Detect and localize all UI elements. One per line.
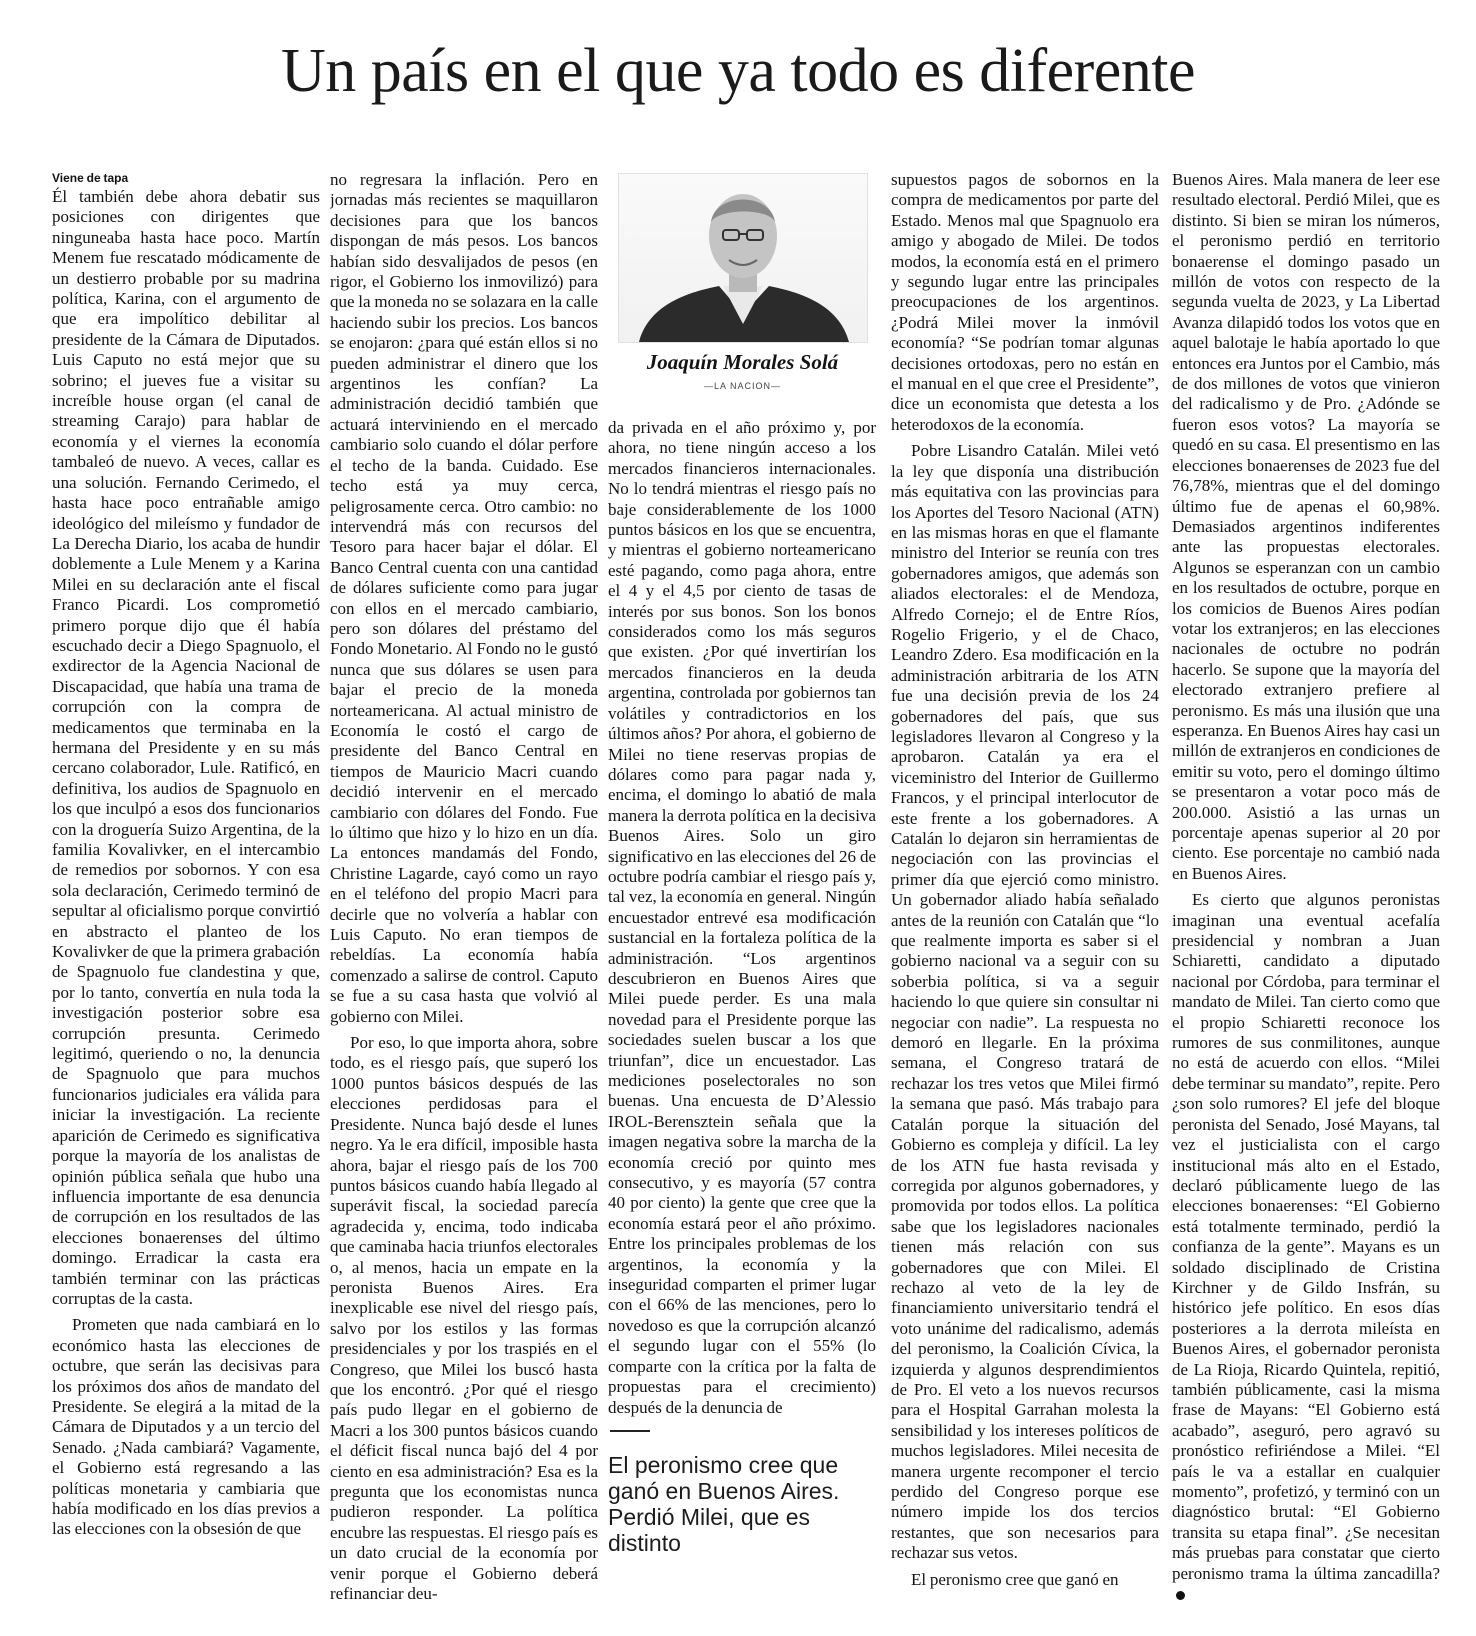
paragraph: El peronismo cree que ganó en: [911, 1569, 1119, 1589]
article-column-4: [891, 170, 1159, 1620]
end-mark-icon: [1176, 1591, 1185, 1600]
paragraph: no regresara la inflación. Pero en jornadas más recientes se maquillaron decisiones para que los bancos dispongan de más pesos. Los bancos habían sido desvalijados de pesos (en rigor, el Gobierno los inmovilizó) para que la moneda no se solazara en la calle haciendo subir los precios. Los bancos se enojaron: ¿para qué están ellos si no pueden administrar el dinero que los argentinos les confían? La administración decidió también que actuará interviniendo en el mercado cambiario solo cuando el dólar perfore el techo de la banda. Cuidado. Ese techo está ya muy cerca, peligrosamente cerca. Otro cambio: no intervendrá más con recursos del Tesoro para hacer bajar el dólar. El Banco Central cuenta con una cantidad de dólares suficiente como para jugar con ellos en el mercado cambiario, pero son dólares del préstamo del Fondo Monetario. Al Fondo no le gustó nunca que sus dólares se usen para bajar el precio de la moneda norteamericana. Al actual ministro de Economía le costó el cargo de presidente del Banco Central en tiempos de Mauricio Macri cuando decidió intervenir en el mercado cambiario con dólares del Fondo. Fue lo último que hizo y lo hizo en un día. La entonces mandamás del Fondo, Christine Lagarde, cayó como un rayo en el teléfono del propio Macri para decirle que no volvería a hablar con Luis Caputo. No eran tiempos de rebeldías. La economía había comenzado a salirse de control. Caputo se fue a su casa hasta que volvió al gobierno con Milei.: [330, 170, 598, 1026]
article-column-3: [608, 418, 876, 1418]
pull-quote-rule: [610, 1430, 650, 1432]
article-column-2: [330, 170, 598, 1620]
pull-quote: El peronismo cree que ganó en Buenos Aires. Perdió Milei, que es distinto: [608, 1452, 840, 1556]
paragraph: Buenos Aires. Mala manera de leer ese resultado electoral. Perdió Milei, que es distinto. Si bien se miran los números, el peronismo perdió en territorio bonaerense el domingo pasado un millón de votos con respecto de la segunda vuelta de 2023, y La Libertad Avanza dilapidó todos los votos que en aquel balotaje le había aportado lo que entonces era Juntos por el Cambio, más de dos millones de votos que vinieron del radicalismo y de Pro. ¿Adónde se fueron esos votos? La mayoría se quedó en su casa. El presentismo en las elecciones bonaerenses de 2023 fue del 76,78%, mientras que el del domingo último fue de apenas el 60,98%. Demasiados argentinos indiferentes ante las propuestas electorales. Algunos se esperanzan con un cambio en los resultados de octubre, porque en los comicios de Buenos Aires podían votar los extranjeros; en las elecciones nacionales de octubre no podrán hacerlo. Se supone que la mayoría del electorado extranjero prefiere al peronismo. Es más una ilusión que una esperanza. En Buenos Aires hay casi un millón de extranjeros en condiciones de emitir su voto, pero el domingo último se presentaron a votar poco más de 200.000. Asistió a las urnas un porcentaje apenas superior al 20 por ciento. Ese porcentaje no cambió nada en Buenos Aires.: [1172, 170, 1440, 883]
author-byline: Joaquín Morales Solá: [646, 350, 839, 374]
publication-credit: —LA NACION—: [703, 381, 781, 391]
paragraph: Pobre Lisandro Catalán. Milei vetó la ley que disponía una distribución más equitativa con las provincias para los Aportes del Tesoro Nacional (ATN) en las mismas horas en que el flamante ministro del Interior se reunía con tres gobernadores amigos, que además son aliados electorales: el de Mendoza, Alfredo Cornejo; el de Entre Ríos, Rogelio Frigerio, y el de Chaco, Leandro Zdero. Esa modificación en la administración arbitraria de los ATN fue una decisión previa de los 24 gobernadores del país, que sus legisladores llevaron al Congreso y la aprobaron. Catalán ya era el viceministro del Interior de Guillermo Francos, y el principal interlocutor de este frente a los gobernadores. A Catalán lo dejaron sin herramientas de negociación con las provincias el primer día que ejerció como ministro. Un gobernador aliado había señalado antes de la reunión con Catalán que “lo que realmente importa es saber si el gobierno nacional va a seguir con su soberbia política, si va a seguir haciendo lo que quiere sin consultar ni negociar con nadie”. La respuesta no demoró en llegarle. En la próxima semana, el Congreso tratará de rechazar los tres vetos que Milei firmó la semana que pasó. Más trabajo para Catalán porque la situación del Gobierno es compleja y difícil. La ley de los ATN fue hasta revisada y corregida por algunos gobernadores, y promovida por todos ellos. La política sabe que los legisladores nacionales tienen más relación con sus gobernadores que con Milei. El rechazo al veto de la ley de financiamiento universitario tendrá el voto unánime del radicalismo, además del peronismo, la Coalición Cívica, la izquierda y algunos desprendimientos de Pro. El veto a los nuevos recursos para el Hospital Garrahan molesta la sensibilidad y los intereses políticos de muchos legisladores. Milei necesita de manera urgente recomponer el tercio perdido del Congreso porque ese número impide los dos tercios restantes, que son necesarios para rechazar sus vetos.: [891, 441, 1159, 1563]
author-portrait-icon: [619, 174, 867, 342]
paragraph: Por eso, lo que importa ahora, sobre todo, es el riesgo país, que superó los 1000 puntos básicos después de las elecciones perdidosas para el Presidente. Nunca bajó desde el lunes negro. Ya le era difícil, imposible hasta ahora, bajar el riesgo país de los 700 puntos básicos cuando había llegado al superávit fiscal, la sociedad parecía agradecida y, encima, todo indicaba que caminaba hacia triunfos electorales o, al menos, hacia un empate en la peronista Buenos Aires. Era inexplicable ese nivel del riesgo país, salvo por los estilos y las formas presidenciales y por los traspiés en el Congreso, que Milei los buscó hasta que los encontró. ¿Por qué el riesgo país pudo llegar en el gobierno de Macri a los 300 puntos básicos cuando el déficit fiscal nunca bajó del 4 por ciento en esa administración? Esa es la pregunta que los economistas nunca pudieron responder. La política encubre las respuestas. El riesgo país es un dato crucial de la economía por venir porque el Gobierno deberá refinanciar deu-: [330, 1033, 598, 1604]
kicker: Viene de tapa: [52, 171, 129, 185]
paragraph: Prometen que nada cambiará en lo económico hasta las elecciones de octubre, que serán las decisivas para los próximos dos años de mandato del Presidente. Se elegirá a la mitad de la Cámara de Diputados y a un tercio del Senado. ¿Nada cambiará? Vagamente, el Gobierno está regresando a las políticas monetaria y cambiaria que había modificado en los días previos a las elecciones con la obsesión de que: [52, 1315, 320, 1539]
paragraph: Él también debe ahora debatir sus posiciones con dirigentes que ninguneaba hasta hace poco. Martín Menem fue rescatado módicamente de un destierro probable por su madrina política, Karina, con el argumento de que era impolítico debilitar al presidente de la Cámara de Diputados. Luis Caputo no está mejor que su sobrino; el jueves fue a visitar su increíble house organ (el canal de streaming Carajo) para hablar de economía y el viernes la economía tambaleó de nuevo. A veces, callar es una solución. Fernando Cerimedo, el hasta hace poco entrañable amigo ideológico del mileísmo y fundador de La Derecha Diario, los acaba de hundir doblemente a Lule Menem y a Karina Milei en su declaración ante el fiscal Franco Picardi. Los comprometió primero porque dijo que él había escuchado decir a Diego Spagnuolo, el exdirector de la Agencia Nacional de Discapacidad, que había una trama de corrupción con la compra de medicamentos que terminaba en la hermana del Presidente y en su más cercano colaborador, Lule. Ratificó, en definitiva, los audios de Spagnuolo en los que inculpó a esos dos funcionarios con la droguería Suizo Argentina, de la familia Kovalivker, en el intercambio de remedios por sobornos. Y con esa sola declaración, Cerimedo terminó de sepultar al oficialismo porque convirtió en abstracto el planteo de los Kovalivker de que la primera grabación de Spagnuolo fue clandestina y que, por lo tanto, convertía en nula toda la investigación posterior sobre esa corrupción presunta. Cerimedo legitimó, queriendo o no, la denuncia de Spagnuolo que para muchos funcionarios judiciales era válida para iniciar la investigación. La reciente aparición de Cerimedo es significativa porque la mayoría de los analistas de opinión pública señala que hubo una influencia importante de esa denuncia de corrupción en los resultados de las elecciones bonaerenses del último domingo. Erradicar la casta era también terminar con las prácticas corruptas de la casta.: [52, 187, 320, 1308]
article-column-1: [52, 170, 320, 1620]
paragraph: supuestos pagos de sobornos en la compra de medicamentos por parte del Estado. Menos mal que Spagnuolo era amigo y abogado de Milei. De todos modos, la economía está en el primero y segundo lugar entre las principales preocupaciones de los argentinos. ¿Podrá Milei mover la inmóvil economía? “Se podrían tomar algunas decisiones ortodoxas, pero no están en el manual en el que cree el Presidente”, dice un economista que detesta a los heterodoxos de la economía.: [891, 170, 1159, 434]
headline: Un país en el que ya todo es diferente: [280, 37, 1196, 105]
paragraph-text: Es cierto que algunos peronistas imaginan una eventual acefalía presidencial y nombran a Juan Schiaretti, candidato a diputado nacional por Córdoba, para terminar el mandato de Milei. Tan cierto como que el propio Schiaretti reconoce los rumores de sus conmilitones, aunque no está de acuerdo con ellos. “Milei debe terminar su mandato”, repite. Pero ¿son solo rumores? El jefe del bloque peronista del Senado, José Mayans, tal vez el justicialista con el cargo institucional más alto en el Estado, declaró públicamente luego de las elecciones bonaerenses: “El Gobierno está totalmente terminado, perdió la confianza de la gente”. Mayans es un soldado disciplinado de Cristina Kirchner y de Gildo Insfrán, su histórico jefe político. En esos días posteriores a la derrota mileísta en Buenos Aires, el gobernador peronista de La Rioja, Ricardo Quintela, repitió, también públicamente, casi la misma frase de Mayans: “El Gobierno está acabado”, aseguró, pero agravó su pronóstico refiriéndose a Milei. “El país le va a estallar en cualquier momento”, profetizó, y terminó con un diagnóstico brutal: “El Gobierno transita su etapa final”. ¿Se necesitan más pruebas para constatar que cierto peronismo trama la última zancadilla?: [1172, 890, 1440, 1583]
paragraph: da privada en el año próximo y, por ahora, no tiene ningún acceso a los mercados financieros internacionales. No lo tendrá mientras el riesgo país no baje considerablemente de los 1000 puntos básicos en los que se encuentra, y mientras el gobierno norteamericano esté pagando, como paga ahora, entre el 4 y el 4,5 por ciento de tasas de interés por sus bonos. Son los bonos considerados como los más seguros que existen. ¿Por qué invertirían los mercados financieros en la deuda argentina, controlada por gobiernos tan volátiles y contradictorios en los últimos años? Por ahora, el gobierno de Milei no tiene reservas propias de dólares como para pagar nada y, encima, el domingo lo abatió de mala manera la derrota política en la decisiva Buenos Aires. Solo un giro significativo en las elecciones del 26 de octubre podría cambiar el riesgo país y, tal vez, la economía en general. Ningún encuestador entrevé esa modificación sustancial en la fortaleza política de la administración. “Los argentinos descubrieron en Buenos Aires que Milei puede perder. Es una mala novedad para el Presidente porque las sociedades suelen buscar a los que triunfan”, dice un encuestador. Las mediciones poselectorales no son buenas. Una encuesta de D’Alessio IROL-Berensztein señala que la imagen negativa sobre la marcha de la economía creció por quinto mes consecutivo, y es mayoría (57 contra 40 por ciento) la gente que cree que la economía estará peor el año próximo. Entre los principales problemas de los argentinos, la economía y la inseguridad comparten el primer lugar con el 66% de las menciones, pero lo novedoso es que la corrupción alcanzó el segundo lugar con el 55% (lo comparte con la crítica por la falta de propuestas para el crecimiento) después de la denuncia de: [608, 418, 876, 1417]
paragraph: [1172, 890, 1440, 1604]
author-photo: [618, 173, 868, 343]
article-column-5: [1172, 170, 1440, 1620]
